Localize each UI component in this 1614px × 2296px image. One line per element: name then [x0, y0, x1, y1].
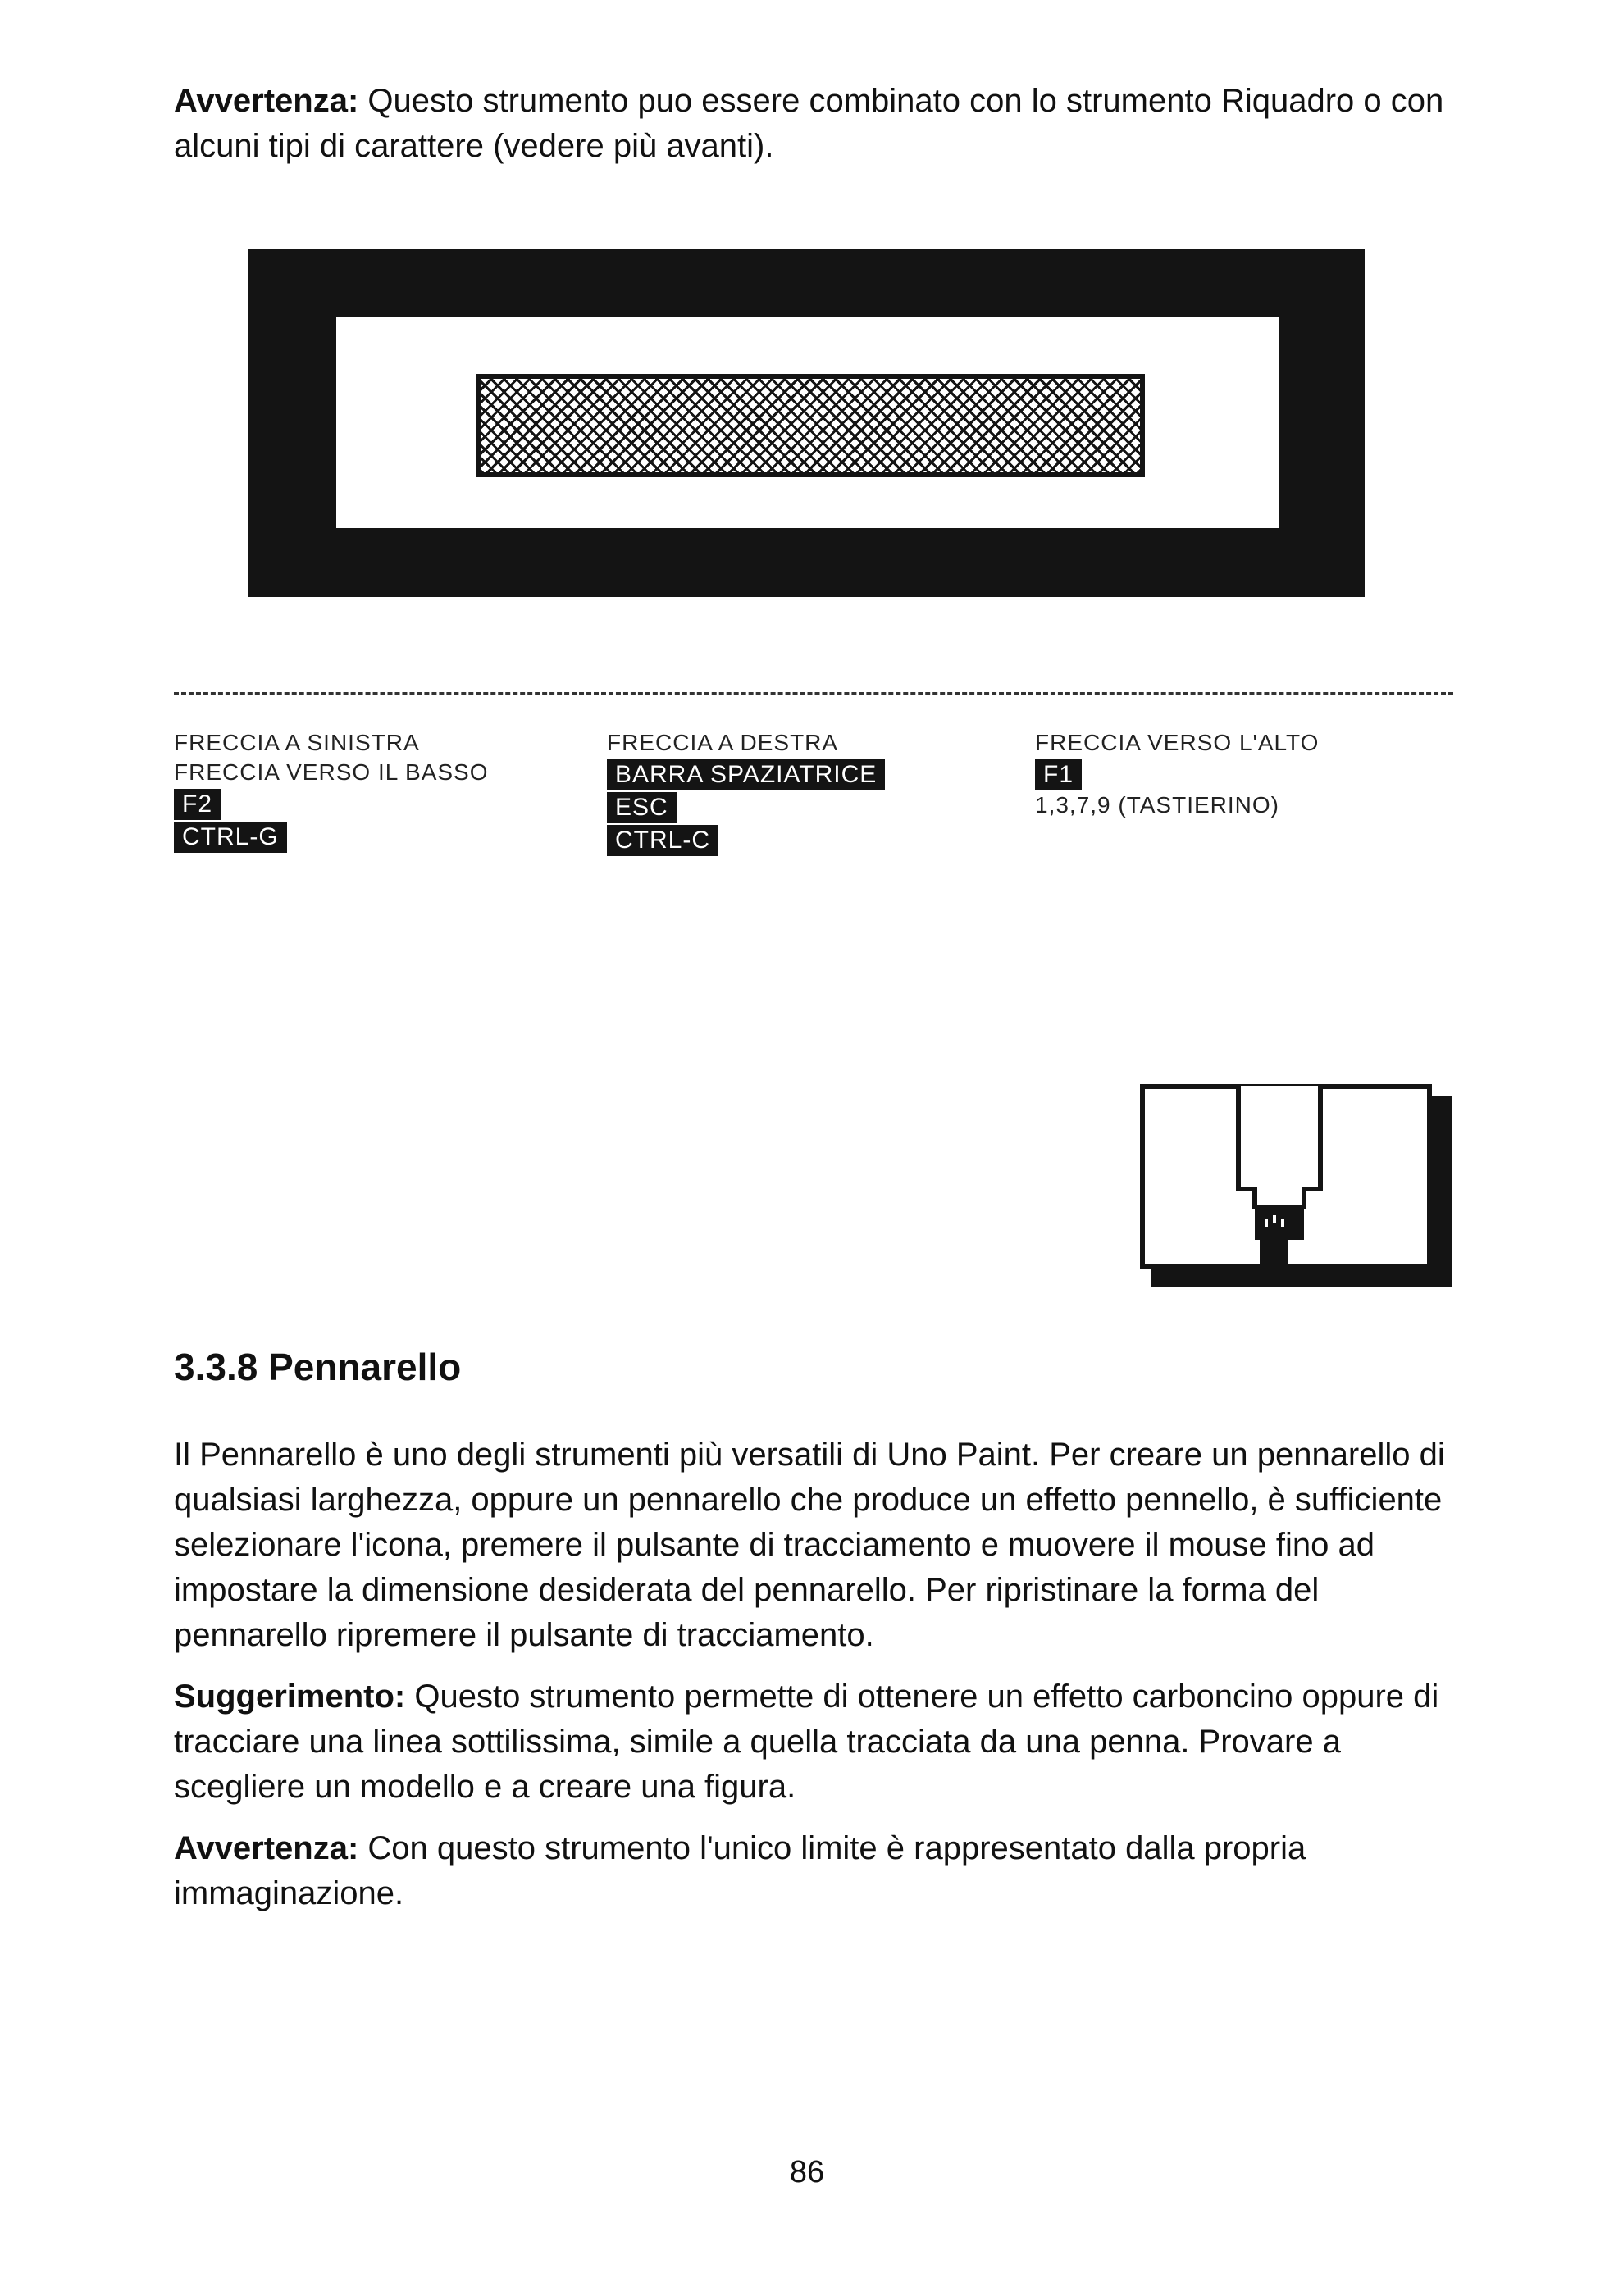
key-f2: F2: [174, 789, 221, 820]
key-column-left: [174, 728, 489, 853]
tip-paragraph: [174, 1674, 1453, 1810]
section-body-paragraph: Il Pennarello è uno degli strumenti più versatili di Uno Paint. Per creare un pennarello di qualsiasi larghezza, oppure un pennarello che produce un effetto pennello, è sufficiente selezionare l'icona, premere il pulsante di tracciamento e muovere il mouse fino ad impostare la dimensione desiderata del pennarello. Per ripristinare la forma del pennarello ripremere il pulsante di tracciamento.: [174, 1437, 1445, 1653]
warning-text: Con questo strumento l'unico limite è rappresentato dalla propria immaginazione.: [174, 1830, 1306, 1911]
pattern-fill-bar: [476, 374, 1145, 477]
key-label-right-arrow: FRECCIA A DESTRA: [607, 730, 839, 755]
key-label-left-arrow: FRECCIA A SINISTRA: [174, 730, 420, 755]
key-column-middle: [607, 728, 885, 856]
key-label-keypad: 1,3,7,9 (TASTIERINO): [1035, 792, 1279, 818]
key-ctrl-g: CTRL-G: [174, 822, 287, 853]
bottom-warning-paragraph: [174, 1826, 1453, 1916]
tip-text: Questo strumento permette di ottenere un effetto carboncino oppure di tracciare una linea sottilissima, simile a quella tracciata da una penna. Provare a scegliere un modello e a creare una figura.: [174, 1679, 1439, 1805]
tip-label: Suggerimento:: [174, 1679, 406, 1715]
key-f1: F1: [1035, 759, 1082, 790]
key-column-right: [1035, 728, 1319, 820]
warning-text: Questo strumento puo essere combinato con lo strumento Riquadro o con alcuni tipi di carattere (vedere più avanti).: [174, 83, 1444, 164]
key-spacebar: BARRA SPAZIATRICE: [607, 759, 885, 790]
dashed-separator: [174, 692, 1453, 695]
key-label-up-arrow: FRECCIA VERSO L'ALTO: [1035, 730, 1320, 755]
key-label-down-arrow: FRECCIA VERSO IL BASSO: [174, 759, 489, 785]
page-number: 86: [789, 2155, 825, 2189]
key-ctrl-c: CTRL-C: [607, 825, 718, 856]
section-heading: 3.3.8 Pennarello: [174, 1346, 462, 1388]
warning-label: Avvertenza:: [174, 1830, 359, 1866]
pen-tool-icon: [1140, 1084, 1452, 1287]
top-warning-paragraph: [174, 79, 1453, 169]
key-esc: ESC: [607, 792, 677, 823]
warning-label: Avvertenza:: [174, 83, 359, 119]
